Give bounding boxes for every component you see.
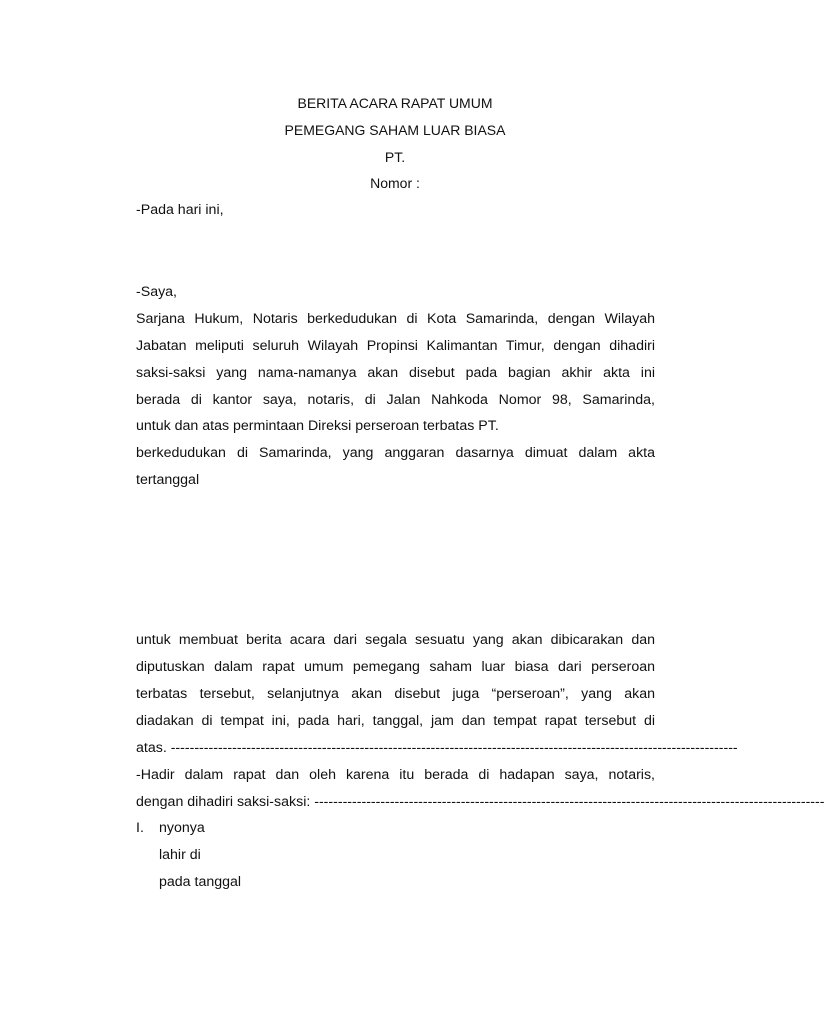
saya-line-7: tertanggal xyxy=(136,472,200,488)
saya-line-6: berkedudukan di Samarinda, yang anggaran dasarnya dimuat dalam akta xyxy=(136,445,655,461)
document-number: Nomor : xyxy=(370,175,420,191)
hadir-line-1: -Hadir dalam rapat dan oleh karena itu berada di hadapan saya, notaris, xyxy=(136,767,655,783)
atas-line xyxy=(136,739,738,757)
saya-line-5: untuk dan atas permintaan Direksi perseroan terbatas PT. xyxy=(136,418,499,434)
saya-label: -Saya, xyxy=(136,284,178,300)
document-title-line-3: PT. xyxy=(384,149,406,165)
hadir-line-2-text: dengan dihadiri saksi-saksi: xyxy=(136,794,315,810)
dash-separator-2: ------------------------------------------------------------------------------------------------------------ xyxy=(314,794,825,810)
purpose-line-4: diadakan di tempat ini, pada hari, tanggal, jam dan tempat rapat tersebut di xyxy=(136,713,655,729)
list-number: I. xyxy=(136,820,144,836)
hadir-line-2 xyxy=(136,793,825,811)
saya-line-1: Sarjana Hukum, Notaris berkedudukan di Kota Samarinda, dengan Wilayah xyxy=(136,311,655,327)
saya-line-3: saksi-saksi yang nama-namanya akan disebut pada bagian akhir akta ini xyxy=(136,365,655,381)
purpose-line-1: untuk membuat berita acara dari segala sesuatu yang akan dibicarakan dan xyxy=(136,632,655,648)
document-title-line-1: BERITA ACARA RAPAT UMUM xyxy=(297,95,493,111)
list-item-nyonya: nyonya xyxy=(159,820,205,836)
dash-separator-1: ------------------------------------------------------------------------------------------------------------------------ xyxy=(170,740,738,756)
purpose-line-2: diputuskan dalam rapat umum pemegang saham luar biasa dari perseroan xyxy=(136,659,655,675)
purpose-line-3: terbatas tersebut, selanjutnya akan disebut juga “perseroan”, yang akan xyxy=(136,686,655,702)
document-title-line-2: PEMEGANG SAHAM LUAR BIASA xyxy=(284,122,506,138)
saya-line-2: Jabatan meliputi seluruh Wilayah Propinsi Kalimantan Timur, dengan dihadiri xyxy=(136,338,655,354)
saya-line-4: berada di kantor saya, notaris, di Jalan Nahkoda Nomor 98, Samarinda, xyxy=(136,392,655,408)
atas-text: atas. xyxy=(136,740,171,756)
list-item-lahir-di: lahir di xyxy=(159,847,201,863)
list-item-pada-tanggal: pada tanggal xyxy=(159,874,242,890)
opening-pada-hari: -Pada hari ini, xyxy=(136,202,224,218)
